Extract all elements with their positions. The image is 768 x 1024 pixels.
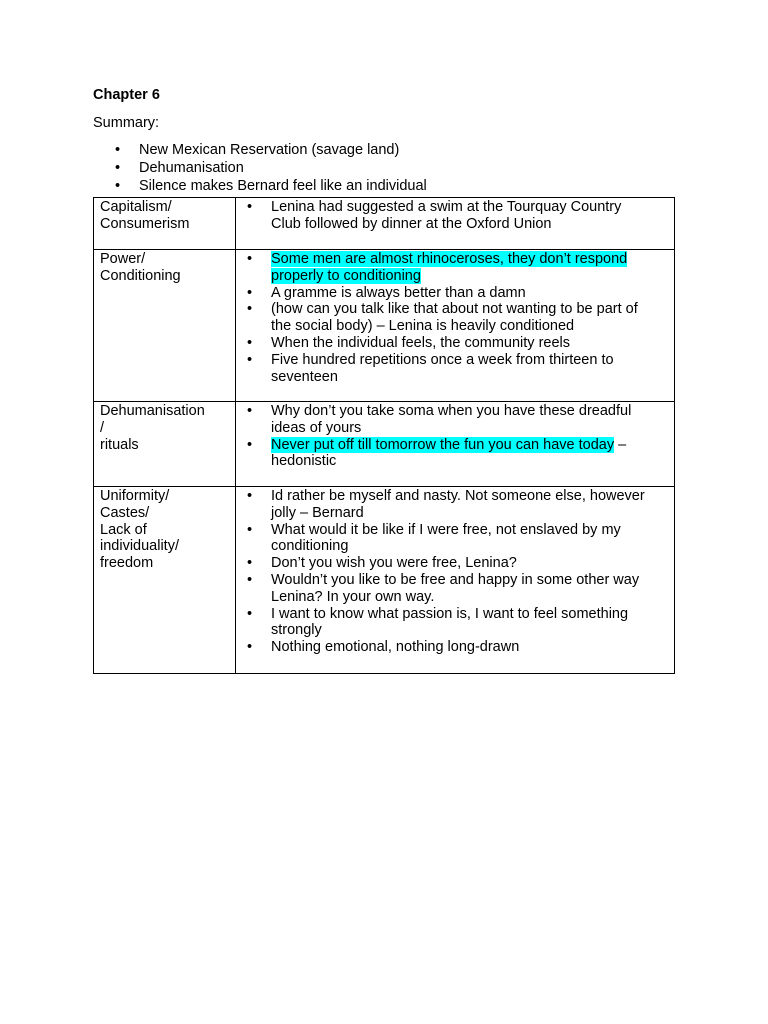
- quote-list: [236, 403, 654, 470]
- quote-text: A gramme is always better than a damn: [271, 284, 526, 301]
- summary-label: Summary:: [93, 115, 160, 131]
- theme-label-line: Capitalism/: [100, 199, 172, 215]
- theme-label-line: /: [100, 419, 105, 436]
- quote-item: [236, 285, 654, 302]
- theme-label-line: freedom: [100, 555, 154, 572]
- table-row: [94, 402, 675, 487]
- theme-label-line: Lack of: [100, 521, 147, 538]
- highlighted-quote-text: Some men are almost rhinoceroses, they don’t respond properly to conditioning: [271, 251, 628, 284]
- quote-list: [236, 488, 654, 656]
- summary-item: • Dehumanisation: [93, 159, 675, 177]
- theme-label-line: Power/: [100, 251, 146, 267]
- quote-text: When the individual feels, the community reels: [271, 334, 571, 351]
- quote-text: Id rather be myself and nasty. Not someone else, however jolly – Bernard: [271, 488, 645, 521]
- theme-cell: [94, 250, 236, 402]
- quote-item: [236, 522, 654, 556]
- quotes-cell: [236, 198, 675, 250]
- theme-label-line: Conditioning: [100, 267, 181, 284]
- theme-cell: [94, 487, 236, 674]
- table-row: [94, 198, 675, 250]
- quotes-cell: [236, 402, 675, 487]
- quote-item: [236, 572, 654, 606]
- theme-label-line: Uniformity/: [100, 488, 170, 504]
- theme-label-line: Consumerism: [100, 215, 190, 232]
- quote-text: Five hundred repetitions once a week from thirteen to seventeen: [271, 351, 614, 385]
- quote-item: [236, 488, 654, 522]
- quote-text: Don’t you wish you were free, Lenina?: [271, 555, 517, 572]
- quote-item: [236, 199, 654, 233]
- quote-list: [236, 251, 654, 385]
- quote-text: I want to know what passion is, I want to feel something strongly: [271, 605, 629, 639]
- summary-list: [93, 141, 675, 195]
- theme-label-line: rituals: [100, 436, 139, 453]
- quote-list: [236, 199, 654, 233]
- quote-item: [236, 352, 654, 386]
- quote-item: [236, 301, 654, 335]
- quote-item: [236, 437, 654, 471]
- highlighted-quote-text: Never put off till tomorrow the fun you can have today: [271, 436, 615, 453]
- theme-label-line: individuality/: [100, 538, 179, 555]
- quotes-cell: [236, 487, 675, 674]
- document-page: [93, 86, 675, 674]
- quote-text: Why don’t you take soma when you have these dreadful ideas of yours: [271, 403, 632, 436]
- quote-text: Lenina had suggested a swim at the Tourquay Country Club followed by dinner at the Oxford Union: [271, 199, 622, 232]
- quote-item: [236, 606, 654, 640]
- summary-item: • New Mexican Reservation (savage land): [93, 141, 675, 159]
- quote-suffix: – hedonistic: [271, 436, 627, 470]
- quote-item: [236, 555, 654, 572]
- quote-text: (how can you talk like that about not wanting to be part of the social body) – Lenina is heavily conditioned: [271, 301, 638, 335]
- theme-cell: [94, 402, 236, 487]
- quote-item: [236, 639, 654, 656]
- summary-item: • Silence makes Bernard feel like an individual: [93, 177, 675, 195]
- quote-text: Nothing emotional, nothing long-drawn: [271, 639, 520, 656]
- table-row: [94, 250, 675, 402]
- chapter-title: Chapter 6: [93, 87, 160, 103]
- quotes-cell: [236, 250, 675, 402]
- theme-label-line: Dehumanisation: [100, 403, 205, 419]
- themes-table: [93, 197, 675, 674]
- theme-label-line: Castes/: [100, 504, 150, 521]
- quote-text: What would it be like if I were free, not enslaved by my conditioning: [271, 521, 621, 555]
- quote-text: Wouldn’t you like to be free and happy in some other way Lenina? In your own way.: [271, 571, 640, 605]
- quote-item: [236, 335, 654, 352]
- theme-cell: [94, 198, 236, 250]
- table-row: [94, 487, 675, 674]
- quote-item: [236, 251, 654, 285]
- quote-item: [236, 403, 654, 437]
